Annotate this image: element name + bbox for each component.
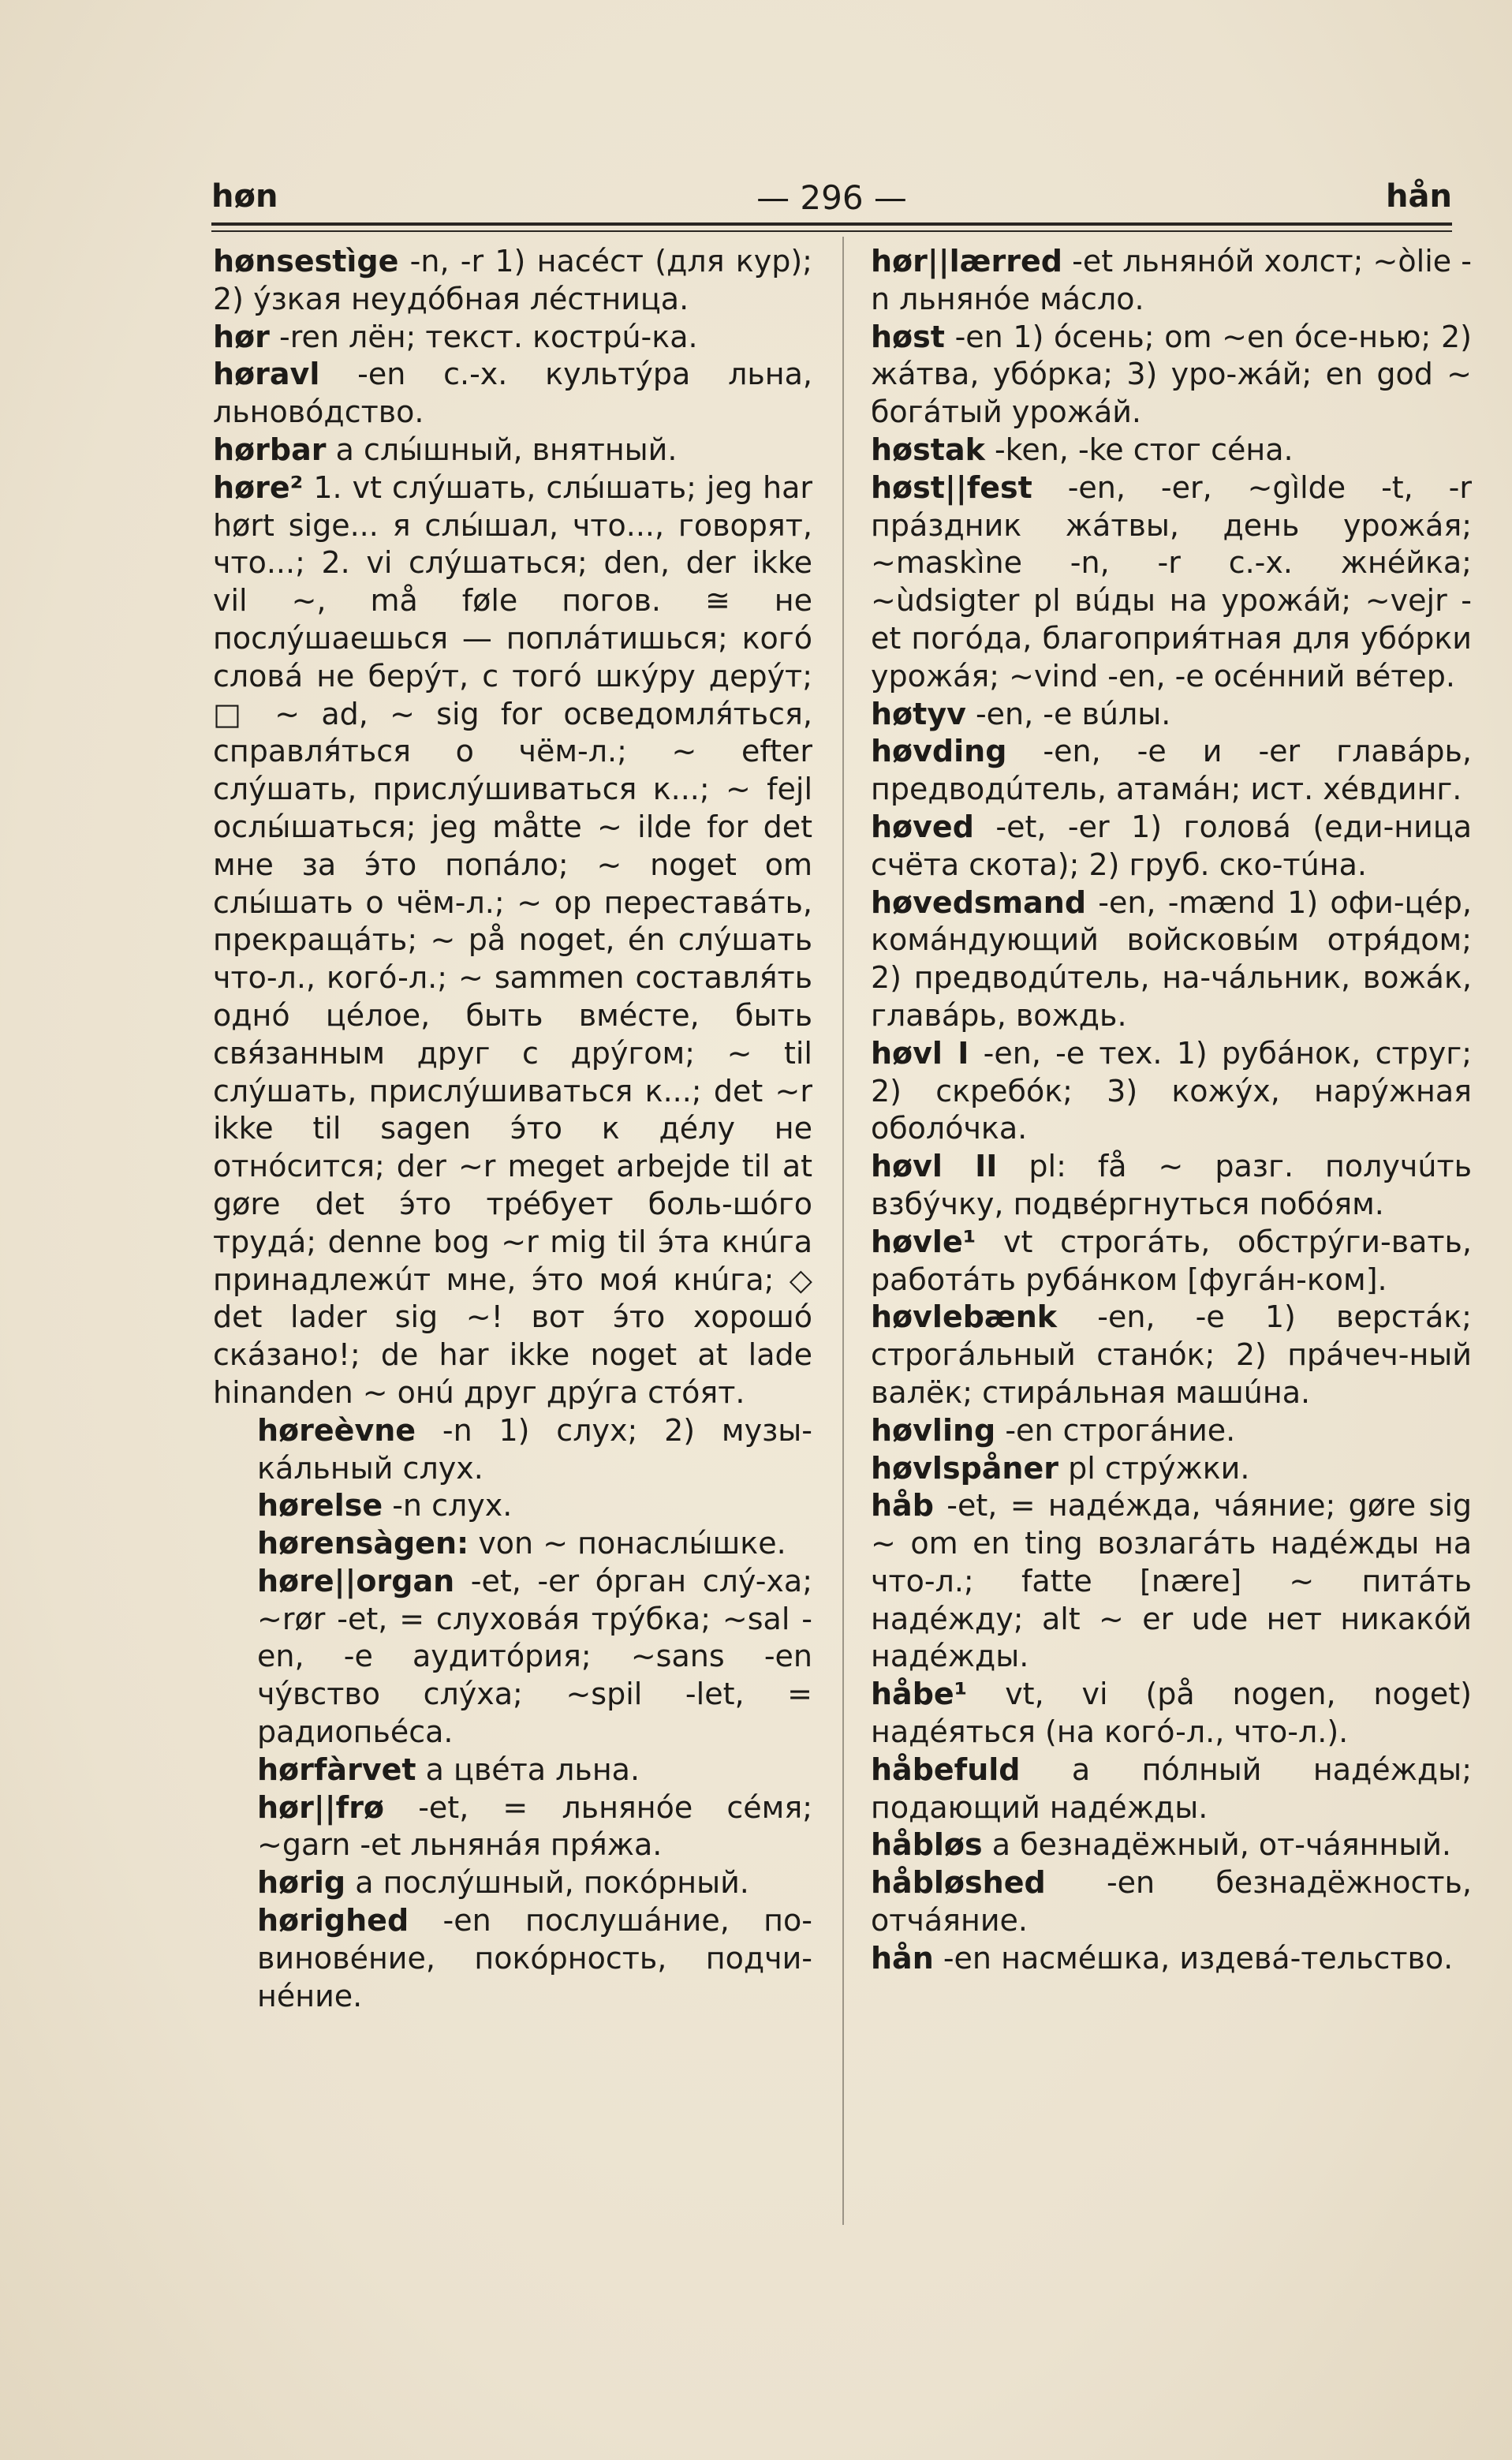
entry-definition: -en безнадёжность, отчáяние. xyxy=(871,1865,1472,1938)
entry-definition: a пóлный надéжды; подающий надéжды. xyxy=(871,1752,1472,1825)
dictionary-entry xyxy=(213,469,812,1412)
dictionary-entry xyxy=(871,809,1472,884)
dictionary-entry xyxy=(213,356,812,432)
dictionary-entry xyxy=(213,1525,812,1563)
entry-headword: høvling xyxy=(871,1412,996,1448)
dictionary-entry xyxy=(871,1035,1472,1148)
dictionary-entry xyxy=(871,1450,1472,1488)
entry-headword: hønsestìge xyxy=(213,244,399,279)
entry-headword: høst||fest xyxy=(871,469,1032,505)
left-column xyxy=(213,243,812,2015)
dictionary-entry xyxy=(871,1864,1472,1940)
dictionary-entry xyxy=(871,1148,1472,1224)
dictionary-entry xyxy=(871,243,1472,319)
entry-headword: hørighed xyxy=(257,1903,409,1938)
entry-headword: høstak xyxy=(871,432,985,467)
entry-definition: a слы́шный, внятный. xyxy=(335,432,678,467)
dictionary-entry xyxy=(871,733,1472,809)
entry-headword: håb xyxy=(871,1488,934,1523)
entry-headword: høvle¹ xyxy=(871,1224,976,1259)
entry-definition: -en, -e вúлы. xyxy=(975,696,1171,731)
dictionary-entry xyxy=(213,432,812,469)
header-left-guideword: høn xyxy=(211,178,278,215)
dictionary-entry xyxy=(871,1299,1472,1411)
page-number: — 296 — xyxy=(756,178,907,217)
entry-headword: hørensàgen: xyxy=(257,1526,469,1561)
entry-definition: -en, -er, ~gìlde -t, -r прáздник жáтвы, день урожáя; ~maskìne -n, -r с.-х. жнéйка; ~ùdsigter pl вúды на урожáй; ~vejr -et погóда, благоприя́тная для убóрки урожáя; ~vind -en, -e осéнний вéтер. xyxy=(871,469,1472,694)
entry-definition: -et льнянóй холст; ~òlie -n льнянóе мáсло. xyxy=(871,244,1472,316)
entry-definition: -en, -e 1) верстáк; строгáльный станóк; 2) прáчеч-ный валёк; стирáльная машúна. xyxy=(871,1299,1472,1410)
entry-headword: hørelse xyxy=(257,1488,383,1523)
entry-headword: håbefuld xyxy=(871,1752,1021,1787)
entry-headword: høvl II xyxy=(871,1149,998,1184)
entry-headword: høvding xyxy=(871,734,1007,769)
entry-headword: håbløshed xyxy=(871,1865,1046,1901)
entry-headword: høvlebænk xyxy=(871,1299,1058,1335)
entry-headword: hør xyxy=(213,319,270,354)
dictionary-entry xyxy=(871,319,1472,432)
dictionary-entry xyxy=(213,1412,812,1488)
entry-headword: håbe¹ xyxy=(871,1677,968,1712)
entry-definition: a послýшный, покóрный. xyxy=(355,1865,749,1901)
entry-definition: -n слух. xyxy=(392,1488,513,1523)
dictionary-entry xyxy=(213,319,812,357)
entry-definition: -en, -mænd 1) офи-цéр, комáндующий войсковы́м отря́дом; 2) предводúтель, на-чáльник, вожáк, главáрь, вождь. xyxy=(871,884,1472,1033)
entry-headword: hån xyxy=(871,1940,934,1976)
entry-definition: pl: få ~ разг. получúть взбýчку, подвéргнуться побóям. xyxy=(871,1149,1472,1221)
entry-headword: høvl I xyxy=(871,1035,969,1071)
entry-definition: -n 1) слух; 2) музы-кáльный слух. xyxy=(257,1412,812,1486)
entry-definition: -en насмéшка, издевá-тельство. xyxy=(943,1940,1454,1976)
dictionary-entry xyxy=(871,1676,1472,1752)
entry-definition: vt, vi (på nogen, noget) надéяться (на когó-л., что-л.). xyxy=(871,1677,1472,1750)
entry-headword: høre||organ xyxy=(257,1563,455,1598)
entry-definition: -en, -e тех. 1) рубáнок, струг; 2) скребóк; 3) кожýх, нарýжная оболóчка. xyxy=(871,1035,1472,1146)
entry-headword: hørbar xyxy=(213,432,327,467)
header-right-guideword: hån xyxy=(1386,178,1452,215)
dictionary-entry xyxy=(213,1789,812,1865)
dictionary-entry xyxy=(871,1752,1472,1827)
dictionary-entry xyxy=(213,1563,812,1752)
dictionary-entry xyxy=(871,884,1472,1035)
header-rule xyxy=(211,222,1452,232)
entry-headword: hør||lærred xyxy=(871,244,1062,279)
dictionary-entry xyxy=(871,1224,1472,1299)
entry-definition: a цвéта льна. xyxy=(425,1752,640,1787)
dictionary-entry xyxy=(213,1902,812,2015)
dictionary-entry xyxy=(213,1752,812,1789)
dictionary-entry xyxy=(213,1487,812,1525)
entry-definition: -n, -r 1) насéст (для кур); 2) ýзкая неудóбная лéстница. xyxy=(213,244,812,316)
dictionary-entry xyxy=(213,243,812,319)
entry-headword: høre² xyxy=(213,469,304,505)
entry-definition: a безнадёжный, от-чáянный. xyxy=(991,1827,1452,1863)
dictionary-entry xyxy=(871,469,1472,696)
entry-headword: hørig xyxy=(257,1865,346,1901)
dictionary-entry xyxy=(213,1864,812,1902)
dictionary-entry xyxy=(871,1412,1472,1450)
dictionary-entry xyxy=(871,1826,1472,1864)
entry-definition: pl стрýжки. xyxy=(1068,1450,1250,1486)
entry-headword: høvlspåner xyxy=(871,1450,1058,1486)
entry-definition: -en послушáние, по-виновéние, покóрность, подчи-нéние. xyxy=(257,1903,812,2013)
entry-headword: hørfàrvet xyxy=(257,1752,416,1787)
entry-definition: von ~ понаслы́шке. xyxy=(478,1526,786,1561)
entry-definition: -et, = надéжда, чáяние; gøre sig ~ om en ting возлагáть надéжды на что-л.; fatte [nære] ~ питáть надéжду; alt ~ er ude нет никакóй надéжды. xyxy=(871,1488,1472,1674)
entry-definition: -en 1) óсень; om ~en óсе-нью; 2) жáтва, убóрка; 3) уро-жáй; en god ~ богáтый урожáй. xyxy=(871,319,1472,430)
entry-definition: -en строгáние. xyxy=(1005,1412,1236,1448)
dictionary-entry xyxy=(871,696,1472,734)
entry-definition: -en, -e и -er главáрь, предводúтель, атамáн; ист. хéвдинг. xyxy=(871,734,1472,807)
entry-definition: 1. vt слýшать, слы́шать; jeg har hørt sige... я слы́шал, что..., говорят, что...; 2. vi слýшаться; den, der ikke vil ~, må føle погов. ≅ не послýшаешься — поплáтишься; когó словá не берýт, с тогó шкýру дерýт; □ ~ ad, ~ sig for осведомля́ться, справля́ться о чём-л.; ~ efter слýшать, прислýшиваться к...; ~ fejl ослы́шаться; jeg måtte ~ ilde for det мне за э́то попáло; ~ noget om слы́шать о чём-л.; ~ op переставáть, прекращáть; ~ på noget, én слýшать что-л., когó-л.; ~ sammen составля́ть однó цéлое, быть вмéсте, быть свя́занным друг с дрýгом; ~ til слýшать, прислýшиваться к...; det ~r ikke til sagen э́то к дéлу не отнóсится; der ~r meget arbejde til at gøre det э́то трéбует боль-шóго трудá; denne bog ~r mig til э́та кнúга принадлежúт мне, э́то моя́ кнúга; ◇ det lader sig ~! вот э́то хорошó скáзано!; de har ikke noget at lade hinanden ~ онú друг дрýга стóят. xyxy=(213,469,812,1410)
entry-headword: hør||frø xyxy=(257,1789,385,1825)
entry-definition: vt строгáть, обстрýги-вать, работáть рубáнком [фугáн-ком]. xyxy=(871,1224,1472,1297)
entry-headword: håbløs xyxy=(871,1827,983,1863)
column-divider xyxy=(842,237,844,2225)
dictionary-entry xyxy=(871,1940,1472,1978)
entry-headword: høtyv xyxy=(871,696,966,731)
entry-headword: høravl xyxy=(213,357,320,392)
right-column xyxy=(871,243,1472,1978)
entry-headword: høreèvne xyxy=(257,1412,416,1448)
entry-headword: høved xyxy=(871,809,974,844)
dictionary-entry xyxy=(871,1487,1472,1676)
entry-definition: -et, -er 1) головá (еди-ница счёта скота); 2) груб. ско-тúна. xyxy=(871,809,1472,882)
entry-definition: -et, -er óрган слý-ха; ~rør -et, = слуховáя трýбка; ~sal -en, -e аудитóрия; ~sans -en чýвство слýха; ~spil -let, = радиопьéса. xyxy=(257,1563,812,1750)
dictionary-entry xyxy=(871,432,1472,469)
entry-definition: -ren лён; текст. кострú-ка. xyxy=(279,319,698,354)
entry-definition: -en с.-х. культýра льна, льновóдство. xyxy=(213,357,812,430)
entry-headword: høst xyxy=(871,319,945,354)
entry-headword: høvedsmand xyxy=(871,884,1087,920)
entry-definition: -et, = льнянóе сéмя; ~garn -et льнянáя пря́жа. xyxy=(257,1789,812,1863)
page-header xyxy=(211,175,1452,222)
entry-definition: -ken, -ke стог сéна. xyxy=(994,432,1294,467)
